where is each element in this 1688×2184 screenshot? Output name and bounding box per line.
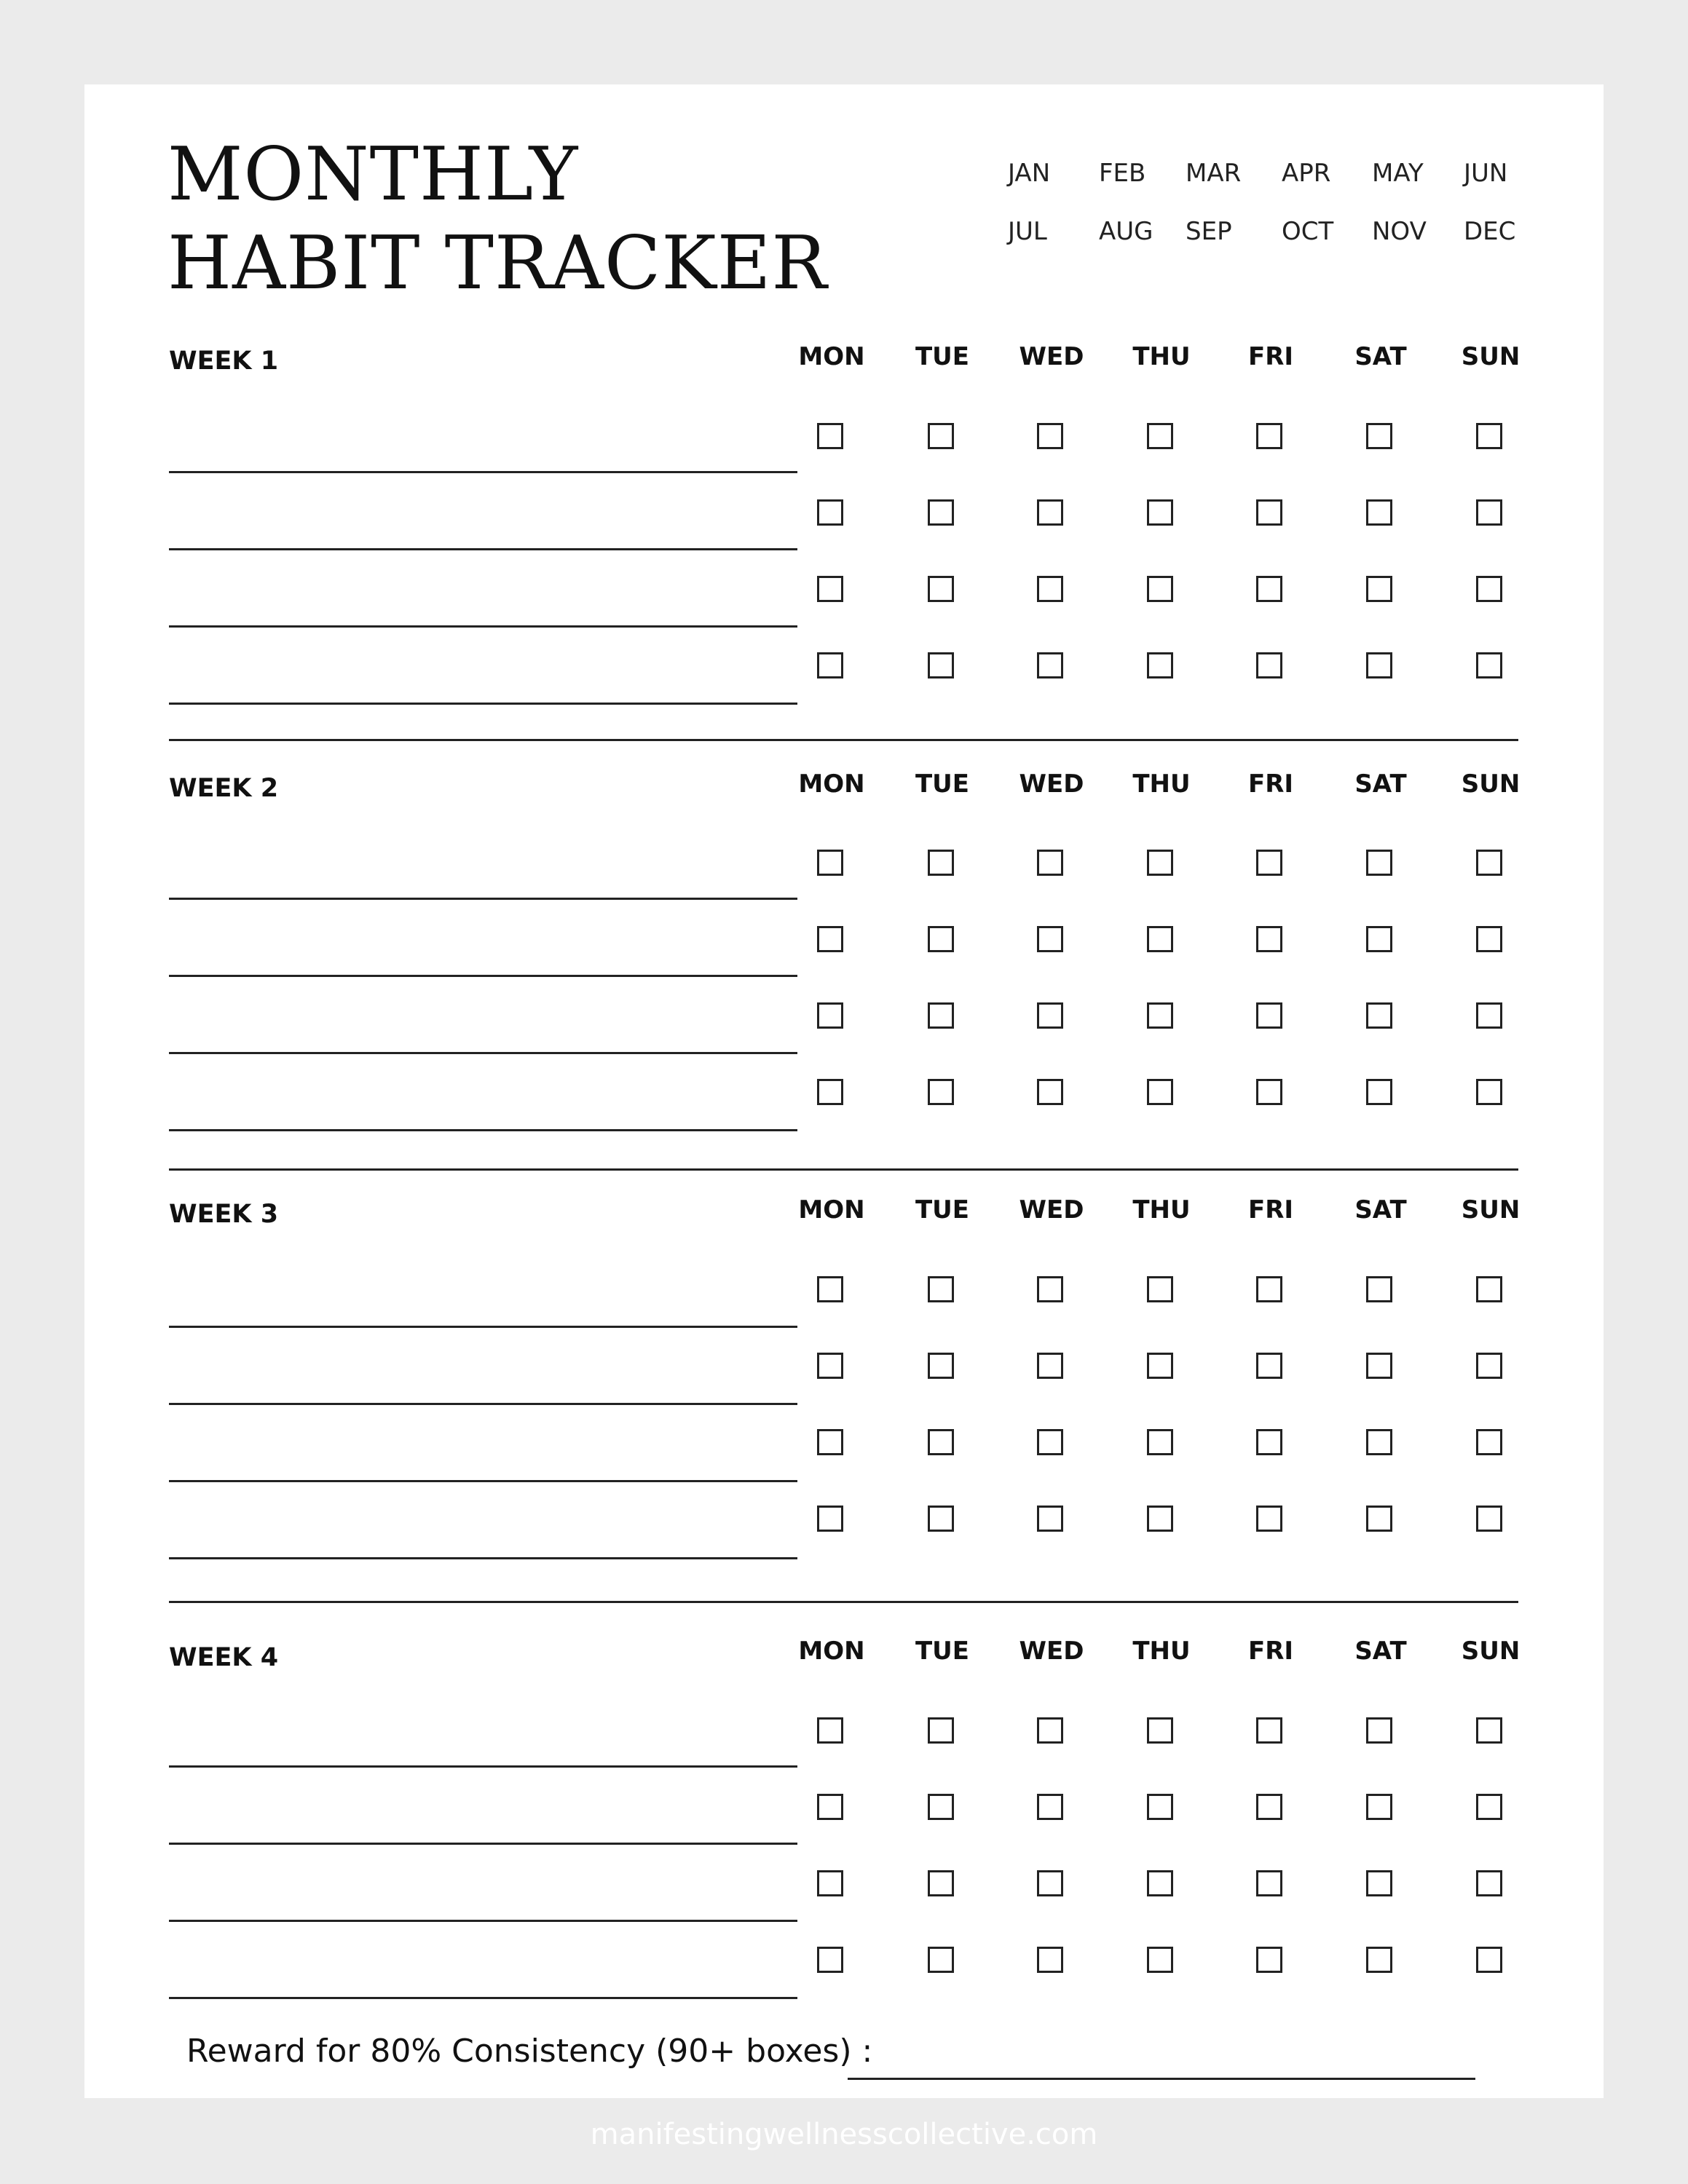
day-header: FRI — [1247, 1195, 1294, 1224]
habit-checkbox[interactable] — [928, 1506, 954, 1532]
month-option[interactable]: JUL — [1008, 217, 1047, 246]
reward-label: Reward for 80% Consistency (90+ boxes) : — [186, 2033, 873, 2070]
habit-checkbox[interactable] — [928, 1947, 954, 1973]
habit-checkbox[interactable] — [1147, 652, 1173, 678]
habit-checkbox[interactable] — [1037, 926, 1063, 952]
habit-checkbox[interactable] — [1476, 1506, 1502, 1532]
habit-checkbox[interactable] — [1366, 652, 1392, 678]
habit-checkbox[interactable] — [1256, 1429, 1282, 1455]
habit-checkbox[interactable] — [928, 1717, 954, 1744]
habit-checkbox[interactable] — [1476, 1794, 1502, 1820]
month-option[interactable]: SEP — [1186, 217, 1232, 246]
month-option[interactable]: MAR — [1186, 159, 1242, 188]
habit-checkbox[interactable] — [1256, 1870, 1282, 1896]
habit-checkbox[interactable] — [1037, 1717, 1063, 1744]
habit-name-line[interactable] — [169, 1403, 797, 1405]
habit-checkbox[interactable] — [1147, 1002, 1173, 1029]
habit-checkbox[interactable] — [1366, 926, 1392, 952]
habit-checkbox[interactable] — [928, 926, 954, 952]
habit-name-line[interactable] — [169, 1997, 797, 1999]
page-title — [167, 130, 827, 307]
habit-name-line[interactable] — [169, 1480, 797, 1482]
day-header: THU — [1132, 1195, 1191, 1224]
habit-name-line[interactable] — [169, 1052, 797, 1054]
habit-name-line[interactable] — [169, 1843, 797, 1845]
month-row-2 — [1008, 217, 1612, 275]
habit-checkbox[interactable] — [1256, 850, 1282, 876]
habit-checkbox[interactable] — [1366, 423, 1392, 449]
habit-checkbox[interactable] — [1037, 850, 1063, 876]
habit-checkbox[interactable] — [928, 1002, 954, 1029]
habit-checkbox[interactable] — [817, 576, 843, 602]
habit-checkbox[interactable] — [928, 652, 954, 678]
day-header: SUN — [1461, 1637, 1521, 1666]
day-header: WED — [1019, 342, 1084, 371]
habit-checkbox[interactable] — [1476, 1079, 1502, 1105]
day-header: WED — [1019, 1195, 1084, 1224]
day-header: MON — [798, 769, 865, 799]
day-header: THU — [1132, 1637, 1191, 1666]
month-option[interactable]: APR — [1282, 159, 1331, 188]
day-header: WED — [1019, 769, 1084, 799]
habit-checkbox[interactable] — [1476, 926, 1502, 952]
habit-checkbox[interactable] — [1476, 1002, 1502, 1029]
day-header: FRI — [1247, 1637, 1294, 1666]
habit-checkbox[interactable] — [1366, 1794, 1392, 1820]
habit-checkbox[interactable] — [1037, 1079, 1063, 1105]
habit-name-line[interactable] — [169, 1765, 797, 1768]
habit-checkbox[interactable] — [1256, 1794, 1282, 1820]
habit-checkbox[interactable] — [1476, 576, 1502, 602]
habit-checkbox[interactable] — [928, 576, 954, 602]
habit-checkbox[interactable] — [1366, 850, 1392, 876]
habit-checkbox[interactable] — [1037, 1794, 1063, 1820]
habit-checkbox[interactable] — [1366, 576, 1392, 602]
habit-checkbox[interactable] — [1366, 1947, 1392, 1973]
habit-checkbox[interactable] — [928, 1276, 954, 1302]
title-line-1: MONTHLY — [167, 131, 579, 217]
week-label: WEEK 4 — [169, 1643, 279, 1672]
day-header: TUE — [915, 342, 970, 371]
week-label: WEEK 1 — [169, 347, 279, 376]
day-header: SAT — [1354, 1195, 1407, 1224]
habit-checkbox[interactable] — [817, 1353, 843, 1379]
day-header: MON — [798, 1195, 865, 1224]
habit-checkbox[interactable] — [817, 1002, 843, 1029]
habit-checkbox[interactable] — [928, 499, 954, 526]
habit-checkbox[interactable] — [1256, 926, 1282, 952]
habit-checkbox[interactable] — [1147, 850, 1173, 876]
habit-checkbox[interactable] — [1476, 1717, 1502, 1744]
habit-checkbox[interactable] — [1147, 1429, 1173, 1455]
month-option[interactable]: OCT — [1282, 217, 1334, 246]
month-option[interactable]: AUG — [1099, 217, 1153, 246]
week-label: WEEK 3 — [169, 1200, 279, 1229]
habit-checkbox[interactable] — [1256, 1002, 1282, 1029]
habit-checkbox[interactable] — [817, 1429, 843, 1455]
month-option[interactable]: JUN — [1464, 159, 1508, 188]
habit-checkbox[interactable] — [1366, 1870, 1392, 1896]
habit-checkbox[interactable] — [1147, 926, 1173, 952]
habit-checkbox[interactable] — [1476, 499, 1502, 526]
habit-checkbox[interactable] — [1147, 1276, 1173, 1302]
habit-checkbox[interactable] — [1037, 423, 1063, 449]
month-option[interactable]: MAY — [1372, 159, 1424, 188]
habit-checkbox[interactable] — [817, 926, 843, 952]
day-header: SUN — [1461, 1195, 1521, 1224]
month-row-1 — [1008, 159, 1612, 217]
day-header: SUN — [1461, 769, 1521, 799]
habit-checkbox[interactable] — [1147, 1870, 1173, 1896]
day-header: MON — [798, 342, 865, 371]
habit-checkbox[interactable] — [817, 1794, 843, 1820]
habit-name-line[interactable] — [169, 1920, 797, 1922]
week-divider — [169, 1168, 1518, 1171]
reward-input-line[interactable] — [848, 2078, 1475, 2080]
week-divider — [169, 739, 1518, 741]
day-header: TUE — [915, 1637, 970, 1666]
day-header: THU — [1132, 769, 1191, 799]
habit-checkbox[interactable] — [1366, 1717, 1392, 1744]
habit-checkbox[interactable] — [1037, 1506, 1063, 1532]
habit-checkbox[interactable] — [928, 423, 954, 449]
habit-checkbox[interactable] — [1147, 576, 1173, 602]
habit-checkbox[interactable] — [1366, 499, 1392, 526]
habit-name-line[interactable] — [169, 1557, 797, 1559]
habit-checkbox[interactable] — [817, 1506, 843, 1532]
month-option[interactable]: NOV — [1372, 217, 1427, 246]
habit-checkbox[interactable] — [928, 1794, 954, 1820]
habit-checkbox[interactable] — [1256, 1276, 1282, 1302]
habit-name-line[interactable] — [169, 1129, 797, 1131]
habit-checkbox[interactable] — [1476, 1429, 1502, 1455]
month-option[interactable]: DEC — [1464, 217, 1516, 246]
day-header: SAT — [1354, 769, 1407, 799]
month-option[interactable]: JAN — [1008, 159, 1051, 188]
day-header: SUN — [1461, 342, 1521, 371]
habit-checkbox[interactable] — [817, 1870, 843, 1896]
habit-checkbox[interactable] — [1256, 1947, 1282, 1973]
habit-checkbox[interactable] — [1037, 1353, 1063, 1379]
tracker-sheet — [84, 84, 1604, 2098]
habit-checkbox[interactable] — [1476, 423, 1502, 449]
habit-checkbox[interactable] — [1256, 499, 1282, 526]
habit-checkbox[interactable] — [1037, 1429, 1063, 1455]
habit-checkbox[interactable] — [817, 850, 843, 876]
day-header: MON — [798, 1637, 865, 1666]
habit-checkbox[interactable] — [1476, 1947, 1502, 1973]
habit-checkbox[interactable] — [1037, 1870, 1063, 1896]
habit-checkbox[interactable] — [1037, 1947, 1063, 1973]
habit-name-line[interactable] — [169, 548, 797, 550]
habit-checkbox[interactable] — [1366, 1276, 1392, 1302]
habit-checkbox[interactable] — [928, 850, 954, 876]
habit-checkbox[interactable] — [1037, 1276, 1063, 1302]
habit-checkbox[interactable] — [1256, 423, 1282, 449]
day-header: WED — [1019, 1637, 1084, 1666]
habit-checkbox[interactable] — [1147, 1947, 1173, 1973]
habit-checkbox[interactable] — [1147, 1794, 1173, 1820]
habit-checkbox[interactable] — [1037, 576, 1063, 602]
month-selector — [1008, 159, 1612, 275]
habit-name-line[interactable] — [169, 471, 797, 473]
habit-checkbox[interactable] — [1476, 850, 1502, 876]
title-line-2: HABIT TRACKER — [167, 220, 828, 306]
habit-checkbox[interactable] — [1476, 652, 1502, 678]
habit-checkbox[interactable] — [1256, 1506, 1282, 1532]
habit-checkbox[interactable] — [1147, 499, 1173, 526]
habit-checkbox[interactable] — [817, 499, 843, 526]
habit-checkbox[interactable] — [1256, 1353, 1282, 1379]
habit-checkbox[interactable] — [1037, 1002, 1063, 1029]
habit-checkbox[interactable] — [1366, 1002, 1392, 1029]
month-option[interactable]: FEB — [1099, 159, 1146, 188]
habit-checkbox[interactable] — [1147, 1353, 1173, 1379]
habit-checkbox[interactable] — [1037, 499, 1063, 526]
habit-checkbox[interactable] — [1256, 1717, 1282, 1744]
habit-checkbox[interactable] — [817, 1079, 843, 1105]
habit-checkbox[interactable] — [928, 1870, 954, 1896]
habit-checkbox[interactable] — [1366, 1353, 1392, 1379]
habit-name-line[interactable] — [169, 1326, 797, 1328]
habit-checkbox[interactable] — [1366, 1079, 1392, 1105]
habit-checkbox[interactable] — [1147, 1506, 1173, 1532]
habit-checkbox[interactable] — [1476, 1353, 1502, 1379]
habit-checkbox[interactable] — [1147, 1717, 1173, 1744]
week-divider — [169, 1601, 1518, 1603]
habit-checkbox[interactable] — [817, 652, 843, 678]
day-header: SAT — [1354, 1637, 1407, 1666]
habit-checkbox[interactable] — [1476, 1870, 1502, 1896]
habit-checkbox[interactable] — [1366, 1506, 1392, 1532]
day-header: THU — [1132, 342, 1191, 371]
habit-checkbox[interactable] — [817, 423, 843, 449]
website-footer: manifestingwellnesscollective.com — [590, 2118, 1098, 2151]
day-header: FRI — [1247, 342, 1294, 371]
habit-name-line[interactable] — [169, 975, 797, 977]
habit-checkbox[interactable] — [1256, 652, 1282, 678]
habit-checkbox[interactable] — [1037, 652, 1063, 678]
habit-checkbox[interactable] — [1366, 1429, 1392, 1455]
habit-checkbox[interactable] — [928, 1429, 954, 1455]
day-header: FRI — [1247, 769, 1294, 799]
habit-checkbox[interactable] — [1256, 1079, 1282, 1105]
habit-checkbox[interactable] — [817, 1276, 843, 1302]
day-header: TUE — [915, 1195, 970, 1224]
habit-checkbox[interactable] — [1147, 423, 1173, 449]
habit-checkbox[interactable] — [928, 1079, 954, 1105]
habit-checkbox[interactable] — [1147, 1079, 1173, 1105]
habit-checkbox[interactable] — [1256, 576, 1282, 602]
habit-name-line[interactable] — [169, 625, 797, 628]
habit-name-line[interactable] — [169, 703, 797, 705]
habit-checkbox[interactable] — [928, 1353, 954, 1379]
day-header: TUE — [915, 769, 970, 799]
week-label: WEEK 2 — [169, 774, 279, 803]
habit-checkbox[interactable] — [817, 1717, 843, 1744]
habit-name-line[interactable] — [169, 898, 797, 900]
habit-checkbox[interactable] — [1476, 1276, 1502, 1302]
day-header: SAT — [1354, 342, 1407, 371]
habit-checkbox[interactable] — [817, 1947, 843, 1973]
